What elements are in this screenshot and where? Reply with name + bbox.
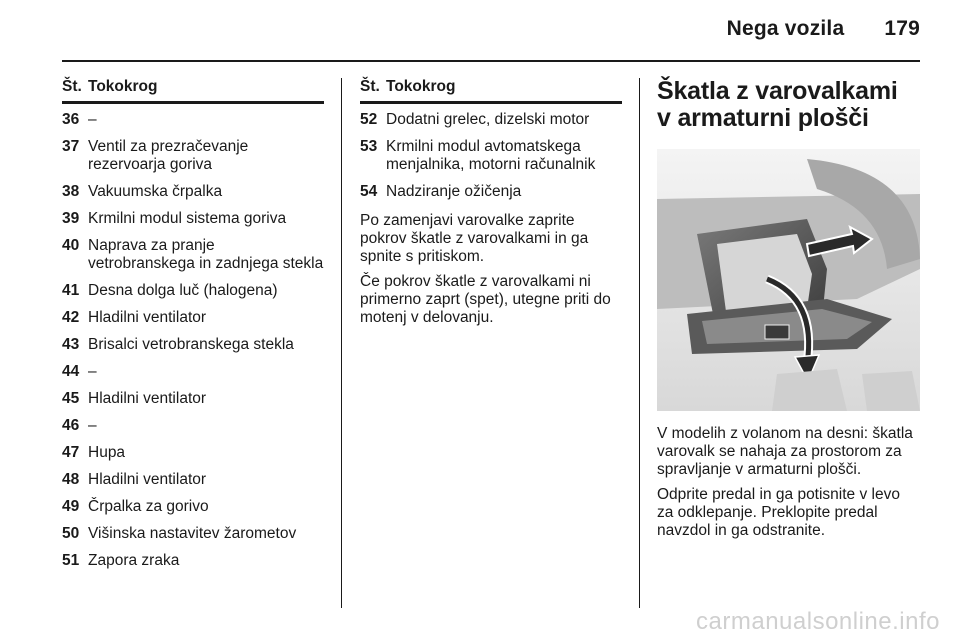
circuit-name: Zapora zraka xyxy=(88,552,180,569)
fuse-number: 47 xyxy=(62,444,80,461)
section-title xyxy=(657,78,920,132)
fuse-number: 43 xyxy=(62,336,80,353)
table-row xyxy=(360,111,622,138)
paragraph: V modelih z volanom na desni: škatla varovalk se nahaja za prostorom za spravljanje v armaturni plošči. xyxy=(657,425,913,478)
fuse-box-illustration xyxy=(657,149,920,411)
fuse-number: 50 xyxy=(62,525,80,542)
fuse-number: 44 xyxy=(62,363,80,380)
circuit-name: Višinska nastavitev žarometov xyxy=(88,525,297,542)
table-row xyxy=(62,336,324,363)
column-number-header: Št. xyxy=(360,78,380,95)
fuse-number: 46 xyxy=(62,417,80,434)
column-divider xyxy=(341,78,342,608)
fuse-number: 45 xyxy=(62,390,80,407)
table-row xyxy=(360,183,622,210)
section-title-line: v armaturni plošči xyxy=(657,104,869,132)
fuse-table-right xyxy=(360,111,622,210)
section-title-line: Škatla z varovalkami xyxy=(657,77,898,105)
column-left xyxy=(62,78,324,579)
table-row xyxy=(360,138,622,183)
circuit-name: Brisalci vetrobranskega stekla xyxy=(88,336,294,353)
circuit-name: Naprava za pranje vetrobranskega in zadnjega stekla xyxy=(88,237,324,272)
circuit-name: Hladilni ventilator xyxy=(88,309,207,326)
table-row xyxy=(62,525,324,552)
table-row xyxy=(62,111,324,138)
circuit-name: Krmilni modul sistema goriva xyxy=(88,210,287,227)
circuit-name: – xyxy=(88,111,97,128)
fuse-table-header xyxy=(360,78,622,104)
paragraph: Odprite predal in ga potisnite v levo za odklepanje. Preklopite predal navzdol in ga odstranite. xyxy=(657,486,900,539)
circuit-name: Vakuumska črpalka xyxy=(88,183,223,200)
fuse-table-header xyxy=(62,78,324,104)
column-number-header: Št. xyxy=(62,78,82,95)
fuse-number: 41 xyxy=(62,282,80,299)
circuit-name: – xyxy=(88,363,97,380)
circuit-name: Ventil za prezračevanje rezervoarja goriva xyxy=(88,138,249,173)
paragraph: Če pokrov škatle z varovalkami ni primerno zaprt (spet), utegne priti do motenj v delovanju. xyxy=(360,273,611,326)
column-circuit-header: Tokokrog xyxy=(386,78,456,95)
fuse-number: 36 xyxy=(62,111,80,128)
table-row xyxy=(62,138,324,183)
table-row xyxy=(62,444,324,471)
column-middle xyxy=(360,78,622,334)
fuse-number: 37 xyxy=(62,138,80,155)
fuse-number: 54 xyxy=(360,183,378,200)
table-row xyxy=(62,237,324,282)
watermark: carmanualsonline.info xyxy=(696,608,940,635)
circuit-name: Hladilni ventilator xyxy=(88,390,207,407)
fuse-number: 40 xyxy=(62,237,80,254)
table-row xyxy=(62,282,324,309)
fuse-number: 49 xyxy=(62,498,80,515)
table-row xyxy=(62,309,324,336)
circuit-name: Hladilni ventilator xyxy=(88,471,207,488)
table-row xyxy=(62,363,324,390)
fuse-number: 51 xyxy=(62,552,80,569)
circuit-name: Nadziranje ožičenja xyxy=(386,183,522,200)
fuse-number: 42 xyxy=(62,309,80,326)
circuit-name: Črpalka za gorivo xyxy=(88,498,209,515)
circuit-name: Hupa xyxy=(88,444,126,461)
page-header xyxy=(727,17,920,41)
circuit-name: Krmilni modul avtomatskega menjalnika, motorni računalnik xyxy=(386,138,596,173)
table-row xyxy=(62,210,324,237)
circuit-name: Dodatni grelec, dizelski motor xyxy=(386,111,590,128)
column-divider xyxy=(639,78,640,608)
fuse-number: 48 xyxy=(62,471,80,488)
column-right xyxy=(657,78,920,547)
table-row xyxy=(62,498,324,525)
fuse-number: 53 xyxy=(360,138,378,155)
running-header-section: Nega vozila xyxy=(726,17,845,40)
page-number: 179 xyxy=(884,17,920,40)
table-row xyxy=(62,183,324,210)
header-rule xyxy=(62,60,920,62)
fuse-number: 52 xyxy=(360,111,378,128)
fuse-number: 39 xyxy=(62,210,80,227)
column-circuit-header: Tokokrog xyxy=(88,78,158,95)
glovebox-drawing xyxy=(657,149,920,411)
table-row xyxy=(62,471,324,498)
paragraph: Po zamenjavi varovalke zaprite pokrov škatle z varovalkami in ga spnite s pritiskom. xyxy=(360,212,589,265)
fuse-table-left xyxy=(62,111,324,579)
table-row xyxy=(62,552,324,579)
fuse-number: 38 xyxy=(62,183,80,200)
table-row xyxy=(62,417,324,444)
table-row xyxy=(62,390,324,417)
circuit-name: – xyxy=(88,417,97,434)
circuit-name: Desna dolga luč (halogena) xyxy=(88,282,278,299)
